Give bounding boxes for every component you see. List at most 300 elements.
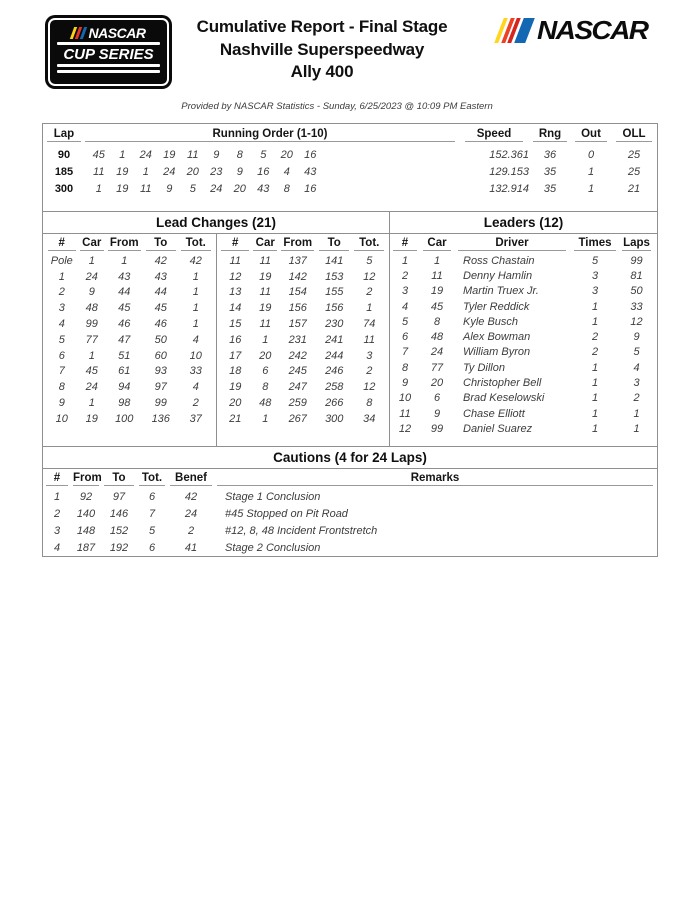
order-position-cell: 24 xyxy=(163,165,176,178)
running-order-header-speed: Speed xyxy=(465,128,523,142)
oll-cell: 25 xyxy=(627,165,641,178)
lead-change-cell: 74 xyxy=(363,318,376,331)
order-position-cell: 20 xyxy=(233,182,246,195)
table-row xyxy=(43,163,657,180)
remarks-cell: #12, 8, 48 Incident Frontstretch xyxy=(225,524,378,537)
cautions-header-num: # xyxy=(46,472,68,486)
driver-name-cell: Denny Hamlin xyxy=(463,269,533,282)
caution-cell: 7 xyxy=(148,507,156,520)
running-order-header-rng: Rng xyxy=(533,128,567,142)
lead-change-cell: 99 xyxy=(154,397,167,410)
lead-change-cell: 44 xyxy=(154,286,167,299)
lead-change-cell: 93 xyxy=(154,365,167,378)
nascar-logo xyxy=(499,15,648,45)
out-cell: 1 xyxy=(587,165,595,178)
lead-change-cell: 97 xyxy=(154,381,167,394)
lead-change-cell: 11 xyxy=(229,254,241,267)
rng-cell: 35 xyxy=(543,182,557,195)
table-row xyxy=(43,522,657,539)
order-position-cell: 5 xyxy=(260,148,267,161)
caution-cell: 6 xyxy=(148,490,156,503)
lead-change-cell: 154 xyxy=(288,286,307,299)
lead-change-cell: 267 xyxy=(288,412,307,425)
lead-change-cell: 17 xyxy=(229,349,242,362)
table-row xyxy=(390,299,657,314)
caution-cell: 92 xyxy=(79,490,93,503)
leader-cell: 1 xyxy=(633,422,640,435)
leaders-header-num: # xyxy=(393,237,417,251)
lead-change-cell: 8 xyxy=(366,397,373,410)
lead-change-cell: 46 xyxy=(154,318,167,331)
lead-change-cell: 6 xyxy=(262,365,269,378)
leader-cell: 24 xyxy=(430,346,444,359)
lead-change-cell: 157 xyxy=(288,318,307,331)
order-position-cell: 4 xyxy=(283,165,290,178)
lead-change-cell: 2 xyxy=(192,397,199,410)
order-position-cell: 43 xyxy=(257,182,270,195)
lead-changes-title: Lead Changes (21) xyxy=(43,212,389,234)
leader-cell: 1 xyxy=(591,361,599,374)
order-cells xyxy=(87,149,327,161)
lead-change-cell: 141 xyxy=(325,254,344,267)
order-cells xyxy=(87,183,327,195)
lead-change-cell: 50 xyxy=(154,333,167,346)
lead-change-cell: 15 xyxy=(229,318,242,331)
lap-cell: 300 xyxy=(54,182,74,195)
report-title-line1: Cumulative Report - Final Stage xyxy=(196,17,448,36)
table-row xyxy=(217,300,390,316)
speed-cell: 152.361 xyxy=(489,148,529,161)
running-order-header-row xyxy=(43,124,657,142)
leader-cell: 1 xyxy=(591,315,599,328)
lead-change-cell: 11 xyxy=(259,286,271,299)
lead-change-cell: 9 xyxy=(88,286,95,299)
lead-changes-header-num: # xyxy=(221,237,249,251)
leader-cell: 12 xyxy=(630,315,643,328)
lead-change-cell: 245 xyxy=(288,365,307,378)
leader-cell: 20 xyxy=(430,377,444,390)
lead-change-cell: 241 xyxy=(325,333,344,346)
leader-cell: 1 xyxy=(633,407,640,420)
lead-change-cell: 45 xyxy=(85,365,98,378)
table-row xyxy=(217,348,390,364)
lead-change-cell: 2 xyxy=(366,286,373,299)
lead-change-cell: 60 xyxy=(154,349,167,362)
lead-change-cell: 8 xyxy=(58,381,65,394)
report-title-block xyxy=(132,16,512,84)
order-position-cell: 16 xyxy=(304,182,317,195)
provided-by-line: Provided by NASCAR Statistics - Sunday, 6/25/2023 @ 10:09 PM Eastern xyxy=(181,101,493,112)
table-row xyxy=(390,345,657,360)
lead-changes-header-to: To xyxy=(319,237,349,251)
table-row xyxy=(217,411,390,427)
order-position-cell: 5 xyxy=(189,182,196,195)
table-row xyxy=(43,364,216,380)
lead-change-cell: 156 xyxy=(288,302,307,315)
lead-change-cell: 33 xyxy=(189,365,202,378)
lead-change-cell: 11 xyxy=(259,318,271,331)
lead-change-cell: 16 xyxy=(229,333,242,346)
lead-change-cell: 14 xyxy=(229,302,242,315)
leaders-table xyxy=(390,211,658,447)
lead-change-cell: 1 xyxy=(58,270,65,283)
cup-logo-series-text: CUP SERIES xyxy=(63,46,154,63)
leader-cell: 8 xyxy=(401,361,409,374)
order-position-cell: 20 xyxy=(186,165,199,178)
caution-cell: 148 xyxy=(76,524,96,537)
cautions-header-benef: Benef xyxy=(170,472,212,486)
leader-cell: 6 xyxy=(433,392,441,405)
lead-change-cell: 246 xyxy=(325,365,344,378)
lead-change-cell: 266 xyxy=(325,397,344,410)
order-position-cell: 19 xyxy=(116,165,129,178)
driver-name-cell: Alex Bowman xyxy=(463,331,531,344)
leader-cell: 3 xyxy=(591,269,599,282)
cup-logo-nascar-text: NASCAR xyxy=(88,25,146,41)
driver-name-cell: Tyler Reddick xyxy=(463,300,530,313)
driver-name-cell: Daniel Suarez xyxy=(463,422,533,435)
table-row xyxy=(217,269,390,285)
table-row xyxy=(43,300,216,316)
lead-change-cell: 155 xyxy=(325,286,344,299)
lead-change-cell: 5 xyxy=(366,254,373,267)
table-row xyxy=(390,284,657,299)
running-order-header-oll: OLL xyxy=(616,128,652,142)
lead-change-cell: 12 xyxy=(363,381,376,394)
lead-change-cell: 45 xyxy=(154,302,167,315)
order-position-cell: 11 xyxy=(187,148,199,161)
table-row xyxy=(217,395,390,411)
leaders-header-laps: Laps xyxy=(623,237,650,249)
caution-cell: 24 xyxy=(184,507,198,520)
table-row xyxy=(217,316,390,332)
driver-name-cell: Brad Keselowski xyxy=(463,392,545,405)
running-order-header-out: Out xyxy=(575,128,607,142)
lead-change-cell: 13 xyxy=(229,286,242,299)
caution-cell: 2 xyxy=(53,507,61,520)
lead-change-cell: 10 xyxy=(55,412,68,425)
cautions-table xyxy=(42,446,658,557)
lead-change-cell: 21 xyxy=(229,412,242,425)
caution-cell: 152 xyxy=(109,524,129,537)
lead-change-cell: 1 xyxy=(366,302,373,315)
order-position-cell: 1 xyxy=(142,165,149,178)
order-position-cell: 9 xyxy=(166,182,173,195)
lead-change-cell: 19 xyxy=(259,270,272,283)
table-row xyxy=(217,364,390,380)
out-cell: 0 xyxy=(587,148,595,161)
cautions-header-to: To xyxy=(104,472,134,486)
cautions-title: Cautions (4 for 24 Laps) xyxy=(43,447,657,469)
lead-change-cell: 45 xyxy=(118,302,131,315)
caution-cell: 192 xyxy=(109,541,129,554)
leader-cell: 2 xyxy=(633,392,640,405)
caution-cell: 5 xyxy=(148,524,156,537)
lead-changes-header-tot: Tot. xyxy=(354,237,384,251)
table-row xyxy=(43,505,657,522)
table-row xyxy=(43,146,657,163)
cautions-body xyxy=(43,488,657,556)
leaders-header-row xyxy=(390,237,657,251)
leaders-header-car: Car xyxy=(423,237,451,251)
table-row xyxy=(43,539,657,556)
leader-cell: 77 xyxy=(430,361,444,374)
leader-cell: 1 xyxy=(591,422,599,435)
lead-change-cell: 9 xyxy=(58,397,65,410)
order-position-cell: 24 xyxy=(210,182,223,195)
lead-changes-header-car: Car xyxy=(80,237,104,251)
table-row xyxy=(390,253,657,268)
lead-change-cell: 19 xyxy=(229,381,242,394)
lead-change-cell: 137 xyxy=(288,254,307,267)
lead-change-cell: 2 xyxy=(366,365,373,378)
lead-change-cell: 20 xyxy=(259,349,272,362)
lead-change-cell: 12 xyxy=(363,270,376,283)
lead-change-cell: 1 xyxy=(88,397,95,410)
lead-change-cell: 48 xyxy=(259,397,272,410)
table-row xyxy=(43,285,216,301)
lead-change-cell: 142 xyxy=(288,270,307,283)
caution-cell: 140 xyxy=(76,507,96,520)
lead-changes-left-body xyxy=(43,253,216,427)
order-position-cell: 20 xyxy=(280,148,293,161)
caution-cell: 4 xyxy=(53,541,61,554)
driver-name-cell: Ross Chastain xyxy=(463,254,535,267)
lead-change-cell: 100 xyxy=(115,412,134,425)
nascar-logo-bars-icon xyxy=(499,18,532,43)
report-title-line2: Nashville Superspeedway xyxy=(219,39,425,59)
leader-cell: 4 xyxy=(633,361,640,374)
table-row xyxy=(390,421,657,436)
leader-cell: 7 xyxy=(401,346,409,359)
mid-band xyxy=(42,211,658,447)
driver-name-cell: Chase Elliott xyxy=(463,407,525,420)
lead-changes-header-from: From xyxy=(108,237,141,251)
table-row xyxy=(390,375,657,390)
table-row xyxy=(43,395,216,411)
lead-changes-header-car: Car xyxy=(253,237,277,251)
rng-cell: 35 xyxy=(543,165,557,178)
leader-cell: 3 xyxy=(401,285,409,298)
lead-change-cell: 24 xyxy=(85,381,98,394)
report-tables xyxy=(42,123,658,557)
order-position-cell: 19 xyxy=(163,148,176,161)
table-row xyxy=(43,379,216,395)
lead-changes-header-row xyxy=(217,237,390,251)
lead-change-cell: 1 xyxy=(262,412,269,425)
order-position-cell: 8 xyxy=(283,182,290,195)
lead-change-cell: 242 xyxy=(288,349,307,362)
lead-change-cell: 7 xyxy=(58,365,65,378)
leader-cell: 6 xyxy=(401,331,409,344)
leader-cell: 9 xyxy=(633,331,640,344)
driver-name-cell: Ty Dillon xyxy=(463,361,505,374)
cautions-header-remarks: Remarks xyxy=(217,472,653,486)
lead-change-cell: 258 xyxy=(325,381,344,394)
lead-change-cell: 300 xyxy=(325,412,344,425)
leaders-header-times: Times xyxy=(574,237,616,251)
caution-cell: 187 xyxy=(76,541,96,554)
lap-cell: 185 xyxy=(54,165,74,178)
leader-cell: 2 xyxy=(591,331,599,344)
leader-cell: 5 xyxy=(401,315,409,328)
caution-cell: 42 xyxy=(184,490,198,503)
table-row xyxy=(43,348,216,364)
remarks-cell: Stage 2 Conclusion xyxy=(225,541,321,554)
order-position-cell: 43 xyxy=(304,165,317,178)
leader-cell: 1 xyxy=(401,254,409,267)
lead-change-cell: 46 xyxy=(118,318,131,331)
lead-change-cell: 5 xyxy=(58,333,65,346)
table-row xyxy=(390,329,657,344)
lead-change-cell: 43 xyxy=(118,270,131,283)
lead-change-cell: 51 xyxy=(118,349,131,362)
leader-cell: 1 xyxy=(433,254,441,267)
lead-changes-table xyxy=(42,211,390,447)
leaders-header-driver: Driver xyxy=(458,237,566,251)
leader-cell: 4 xyxy=(401,300,409,313)
lead-change-cell: 98 xyxy=(118,397,131,410)
lead-changes-header-to: To xyxy=(146,237,176,251)
lead-change-cell: 244 xyxy=(325,349,344,362)
leader-cell: 10 xyxy=(398,392,412,405)
caution-cell: 41 xyxy=(184,541,198,554)
caution-cell: 2 xyxy=(187,524,195,537)
lead-change-cell: 94 xyxy=(118,381,131,394)
order-position-cell: 9 xyxy=(236,165,243,178)
lead-change-cell: 4 xyxy=(192,333,199,346)
lead-change-cell: 2 xyxy=(58,286,65,299)
remarks-cell: #45 Stopped on Pit Road xyxy=(225,507,348,520)
lead-change-cell: 10 xyxy=(189,349,202,362)
table-row xyxy=(43,180,657,197)
order-position-cell: 9 xyxy=(213,148,220,161)
order-position-cell: 24 xyxy=(139,148,152,161)
lead-change-cell: 1 xyxy=(88,254,95,267)
lead-change-cell: 11 xyxy=(363,333,375,346)
lead-change-cell: 231 xyxy=(288,333,307,346)
lead-change-cell: 1 xyxy=(192,270,199,283)
table-row xyxy=(390,360,657,375)
table-row xyxy=(43,488,657,505)
leader-cell: 9 xyxy=(401,377,409,390)
table-row xyxy=(390,268,657,283)
leader-cell: 99 xyxy=(630,254,643,267)
leader-cell: 5 xyxy=(591,254,599,267)
leader-cell: 50 xyxy=(630,285,643,298)
leaders-inner xyxy=(390,234,657,437)
leader-cell: 3 xyxy=(591,285,599,298)
running-order-body xyxy=(43,146,657,197)
leader-cell: 5 xyxy=(633,346,640,359)
oll-cell: 25 xyxy=(627,148,641,161)
lead-change-cell: 153 xyxy=(325,270,344,283)
lead-change-cell: 37 xyxy=(189,412,202,425)
leaders-title: Leaders (12) xyxy=(390,212,657,234)
table-row xyxy=(43,332,216,348)
lead-change-cell: 24 xyxy=(85,270,98,283)
cautions-header-row xyxy=(43,472,657,486)
lead-changes-right-body xyxy=(217,253,390,427)
lead-change-cell: 43 xyxy=(154,270,167,283)
driver-name-cell: Kyle Busch xyxy=(463,315,519,328)
leader-cell: 81 xyxy=(630,269,643,282)
lead-change-cell: 48 xyxy=(85,302,98,315)
table-row xyxy=(217,379,390,395)
cautions-header-from: From xyxy=(73,472,102,484)
order-position-cell: 16 xyxy=(257,165,270,178)
rng-cell: 36 xyxy=(543,148,557,161)
lead-change-cell: 1 xyxy=(192,318,199,331)
leader-cell: 12 xyxy=(398,422,412,435)
table-row xyxy=(390,391,657,406)
lead-change-cell: 47 xyxy=(118,333,131,346)
nascar-logo-text: NASCAR xyxy=(537,15,648,45)
leader-cell: 1 xyxy=(591,377,599,390)
lead-change-cell: 1 xyxy=(192,286,199,299)
caution-cell: 6 xyxy=(148,541,156,554)
lead-changes-left-column xyxy=(43,234,216,447)
lead-change-cell: 1 xyxy=(262,333,269,346)
leader-cell: 11 xyxy=(399,407,411,420)
order-position-cell: 1 xyxy=(119,148,126,161)
lead-change-cell: 61 xyxy=(118,365,131,378)
leader-cell: 8 xyxy=(433,315,441,328)
leader-cell: 9 xyxy=(433,407,441,420)
report-title-line3: Ally 400 xyxy=(290,62,354,81)
running-order-header-lap: Lap xyxy=(47,128,81,142)
lead-change-cell: 3 xyxy=(366,349,373,362)
order-position-cell: 11 xyxy=(140,182,152,195)
lead-change-cell: 1 xyxy=(88,349,95,362)
lead-changes-header-row xyxy=(43,237,216,251)
table-row xyxy=(43,253,216,269)
lead-change-cell: 259 xyxy=(288,397,307,410)
order-position-cell: 19 xyxy=(116,182,129,195)
cup-logo-slashes-icon xyxy=(72,27,87,39)
cautions-header-tot: Tot. xyxy=(139,472,165,486)
order-position-cell: 11 xyxy=(93,165,105,178)
lead-change-cell: 1 xyxy=(192,302,199,315)
lead-change-cell: 6 xyxy=(58,349,65,362)
running-order-table xyxy=(42,123,658,212)
leader-cell: 2 xyxy=(591,346,599,359)
caution-cell: 97 xyxy=(112,490,126,503)
leader-cell: 48 xyxy=(430,331,444,344)
driver-name-cell: William Byron xyxy=(463,346,531,359)
leader-cell: 11 xyxy=(431,269,443,282)
caution-cell: 1 xyxy=(53,490,61,503)
lead-changes-columns xyxy=(43,234,389,447)
lead-change-cell: 1 xyxy=(121,254,128,267)
table-row xyxy=(390,406,657,421)
leader-cell: 99 xyxy=(430,422,444,435)
table-row xyxy=(43,316,216,332)
lead-change-cell: 8 xyxy=(262,381,269,394)
lead-change-cell: 19 xyxy=(259,302,272,315)
lead-change-cell: 42 xyxy=(154,254,167,267)
oll-cell: 21 xyxy=(627,182,641,195)
lead-change-cell: 4 xyxy=(192,381,199,394)
lead-change-cell: 230 xyxy=(325,318,344,331)
lead-changes-right-column xyxy=(216,234,390,447)
order-position-cell: 45 xyxy=(92,148,105,161)
speed-cell: 132.914 xyxy=(489,182,529,195)
leader-cell: 1 xyxy=(591,407,599,420)
leader-cell: 33 xyxy=(630,300,643,313)
leader-cell: 45 xyxy=(430,300,444,313)
lead-change-cell: 44 xyxy=(118,286,131,299)
